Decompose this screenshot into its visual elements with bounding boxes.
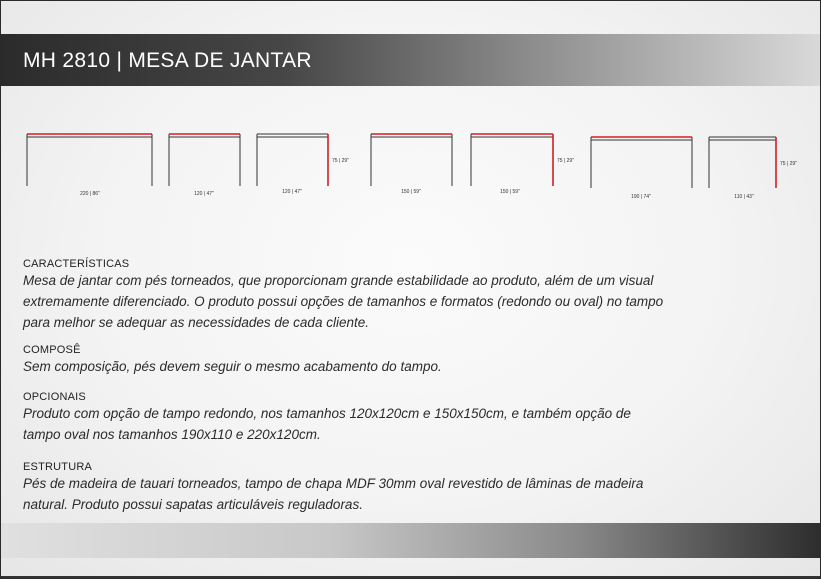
- width-dimension: 150 | 59": [500, 189, 520, 195]
- section-composicao: [23, 344, 723, 377]
- drawing-120-front: [169, 134, 240, 197]
- page-title: MH 2810 | MESA DE JANTAR: [23, 49, 312, 72]
- section-line: Pés de madeira de tauari torneados, tampo de chapa MDF 30mm oval revestido de lâminas de madeira: [23, 476, 644, 491]
- height-dimension: 75 | 29": [557, 158, 574, 164]
- bottom-divider: [1, 576, 820, 578]
- drawing-110-side: [709, 137, 797, 200]
- drawing-120-side: [257, 134, 349, 195]
- width-dimension: 120 | 47": [282, 189, 302, 195]
- section-line: extremamente diferenciado. O produto possui opções de tamanhos e formatos (redondo ou oval) no tampo: [23, 294, 664, 309]
- section-line: Sem composição, pés devem seguir o mesmo acabamento do tampo.: [23, 359, 442, 374]
- height-dimension: 75 | 29": [780, 161, 797, 167]
- section-line: natural. Produto possui sapatas articuláveis reguladoras.: [23, 497, 363, 512]
- section-line: Mesa de jantar com pés torneados, que proporcionam grande estabilidade ao produto, além de um visual: [23, 273, 654, 288]
- drawing-220-front: [27, 134, 152, 197]
- height-dimension: 75 | 29": [332, 158, 349, 164]
- footer-bar: [1, 523, 820, 558]
- section-line: tampo oval nos tamanhos 190x110 e 220x120cm.: [23, 427, 321, 442]
- width-dimension: 150 | 59": [401, 189, 421, 195]
- width-dimension: 220 | 86": [80, 191, 100, 197]
- drawing-190-front: [591, 137, 692, 200]
- section-heading: OPCIONAIS: [23, 391, 86, 403]
- width-dimension: 120 | 47": [194, 191, 214, 197]
- section-estrutura: [23, 461, 723, 515]
- technical-drawings: [1, 1, 820, 211]
- drawing-150-side: [471, 134, 574, 195]
- width-dimension: 110 | 43": [734, 194, 754, 200]
- section-line: para melhor se adequar as necessidades de cada cliente.: [23, 315, 369, 330]
- section-heading: CARACTERÍSTICAS: [23, 258, 130, 270]
- drawing-150-front: [371, 134, 452, 195]
- section-heading: ESTRUTURA: [23, 461, 93, 473]
- section-heading: COMPOSÊ: [23, 344, 81, 356]
- section-caracteristicas: [23, 258, 723, 333]
- section-line: Produto com opção de tampo redondo, nos tamanhos 120x120cm e 150x150cm, e também opção de: [23, 406, 631, 421]
- width-dimension: 190 | 74": [631, 194, 651, 200]
- section-opcionais: [23, 391, 723, 445]
